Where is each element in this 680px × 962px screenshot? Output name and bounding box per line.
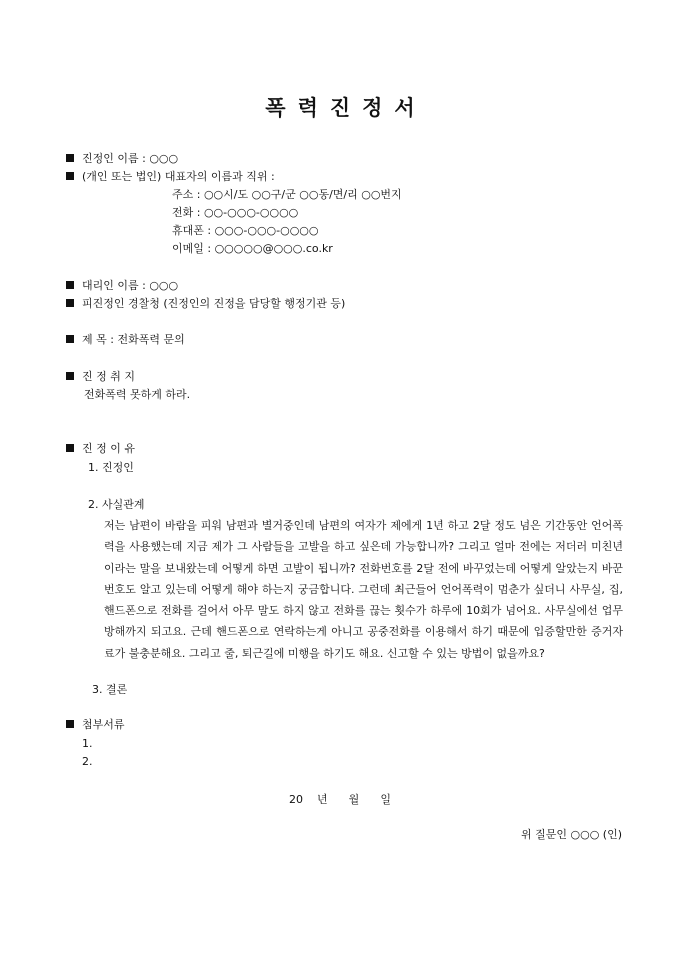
square-bullet-icon <box>66 172 74 180</box>
mobile-line: 휴대폰 : ○○○-○○○-○○○○ <box>172 224 319 237</box>
square-bullet-icon <box>66 281 74 289</box>
agent-row <box>66 279 178 293</box>
date-day-unit: 일 <box>380 793 391 806</box>
respondent-row <box>66 297 345 311</box>
email-line: 이메일 : ○○○○○@○○○.co.kr <box>172 242 333 255</box>
petitioner-name-row <box>66 152 178 166</box>
date-line <box>0 791 680 807</box>
reason-item-petitioner: 1. 진정인 <box>88 461 134 474</box>
reason-item-conclusion: 3. 결론 <box>92 683 128 696</box>
attachment-item: 2. <box>82 755 93 768</box>
phone-line: 전화 : ○○-○○○-○○○○ <box>172 206 299 219</box>
purpose-text: 전화폭력 못하게 하라. <box>84 388 191 401</box>
subject-row <box>66 333 185 347</box>
reason-heading-row <box>66 442 135 456</box>
agent-name: 대리인 이름 : ○○○ <box>82 279 179 292</box>
reason-item-facts: 2. 사실관계 <box>88 498 145 511</box>
date-year: 20 <box>289 793 304 806</box>
square-bullet-icon <box>66 154 74 162</box>
representative-label: (개인 또는 법인) 대표자의 이름과 직위 : <box>82 170 275 183</box>
purpose-heading: 진 정 취 지 <box>82 370 135 383</box>
reason-heading: 진 정 이 유 <box>82 442 135 455</box>
document-title: 폭력진정서 <box>265 96 427 120</box>
date-month-unit: 월 <box>348 793 360 806</box>
attachments-heading-row <box>66 718 125 732</box>
square-bullet-icon <box>66 335 74 343</box>
attachment-item: 1. <box>82 737 93 750</box>
respondent-text: 피진정인 경찰청 (진정인의 진정을 담당할 행정기관 등) <box>82 297 346 310</box>
signature-line: 위 질문인 ○○○ (인) <box>521 828 622 841</box>
purpose-heading-row <box>66 370 135 384</box>
subject-text: 제 목 : 전화폭력 문의 <box>82 333 185 346</box>
square-bullet-icon <box>66 299 74 307</box>
attachments-heading: 첨부서류 <box>82 718 125 731</box>
square-bullet-icon <box>66 444 74 452</box>
representative-row <box>66 170 275 184</box>
date-year-unit: 년 <box>317 793 328 806</box>
square-bullet-icon <box>66 720 74 728</box>
square-bullet-icon <box>66 372 74 380</box>
petitioner-name: 진정인 이름 : ○○○ <box>82 152 179 165</box>
address-line: 주소 : ○○시/도 ○○구/군 ○○동/면/리 ○○번지 <box>172 188 402 201</box>
facts-paragraph: 저는 남편이 바람을 피워 남편과 별거중인데 남편의 여자가 제에게 1년 하고 2달 정도 넘은 기간동안 언어폭력을 사용했는데 지금 제가 그 사람들을 고발을 하고 싶은데 가능합니까? 그리고 얼마 전에는 저더러 미친년이라는 말을 보내왔는데 어떻게 하면 고발이 됩니까? 전화번호를 2달 전에 바꾸었는데 어떻게 알았는지 바꾼 번호도 알고 있는데 어떻게 해야 하는지 궁금합니다. 그런데 최근들어 언어폭력이 멈춘가 싶더니 사무실, 집, 핸드폰으로 전화를 걸어서 아무 말도 하지 않고 전화를 끊는 횟수가 하루에 10회가 넘어요. 사무실에선 업무방해까지 되고요. 근데 핸드폰으로 연락하는게 아니고 공중전화를 이용해서 하기 때문에 입증할만한 증거자료가 불충분해요. 그리고 줄, 퇴근길에 미행을 하기도 해요. 신고할 수 있는 방법이 없을까요? <box>104 519 623 660</box>
